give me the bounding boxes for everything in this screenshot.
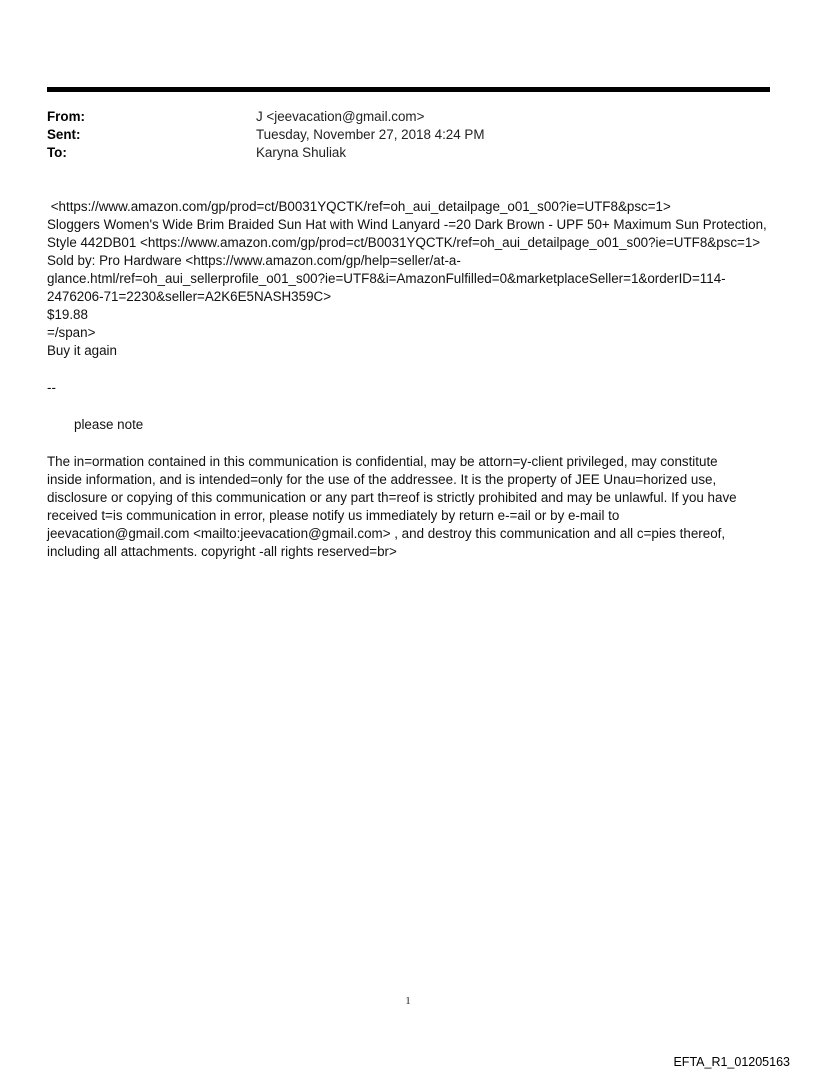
buy-again-line: Buy it again <box>47 343 117 358</box>
sent-label: Sent: <box>47 127 81 142</box>
disclaimer-line: jeevacation@gmail.com <mailto:jeevacation@gmail.com> , and destroy this communication and all c=pies thereof, <box>47 526 726 541</box>
seller-url-line: glance.html/ref=oh_aui_sellerprofile_o01_s00?ie=UTF8&i=AmazonFulfilled=0&marketplaceSeller=1&orderID=114- <box>47 271 726 286</box>
product-title-line: Sloggers Women's Wide Brim Braided Sun Hat with Wind Lanyard -=20 Dark Brown - UPF 50+ Maximum Sun Protection, <box>47 217 767 232</box>
email-body <box>47 198 777 561</box>
signature-separator: -- <box>47 380 56 395</box>
from-label: From: <box>47 109 85 124</box>
to-row <box>47 144 770 162</box>
price-line: $19.88 <box>47 307 88 322</box>
sent-row <box>47 126 770 144</box>
seller-url-continued-line: 2476206-71=2230&seller=A2K6E5NASH359C> <box>47 289 332 304</box>
seller-line: Sold by: Pro Hardware <https://www.amazon.com/gp/help=seller/at-a- <box>47 253 461 268</box>
to-label: To: <box>47 145 67 160</box>
email-header <box>47 108 770 162</box>
header-rule <box>47 87 770 92</box>
disclaimer-line: including all attachments. copyright -all rights reserved=br> <box>47 544 397 559</box>
spacer <box>47 434 777 453</box>
document-id: EFTA_R1_01205163 <box>673 1055 790 1069</box>
disclaimer-line: inside information, and is intended=only for the use of the addressee. It is the property of JEE Unau=horized use, <box>47 472 717 487</box>
to-value: Karyna Shuliak <box>256 145 347 160</box>
disclaimer-line: received t=is communication in error, please notify us immediately by return e-=ail or by e-mail to <box>47 508 620 523</box>
please-note-heading: please note <box>74 417 144 432</box>
disclaimer-line: The in=ormation contained in this communication is confidential, may be attorn=y-client privileged, may constitute <box>47 454 718 469</box>
spacer <box>47 397 777 416</box>
product-link-line: <https://www.amazon.com/gp/prod=ct/B0031YQCTK/ref=oh_aui_detailpage_o01_s00?ie=UTF8&psc=1> <box>47 199 671 214</box>
sent-value: Tuesday, November 27, 2018 4:24 PM <box>256 127 485 142</box>
product-style-line: Style 442DB01 <https://www.amazon.com/gp/prod=ct/B0031YQCTK/ref=oh_aui_detailpage_o01_s00?ie=UTF8&psc=1> <box>47 235 761 250</box>
page-number: 1 <box>405 995 411 1007</box>
span-fragment-line: =/span> <box>47 325 96 340</box>
from-row <box>47 108 770 126</box>
from-value: J <jeevacation@gmail.com> <box>256 109 425 124</box>
spacer <box>47 360 777 379</box>
disclaimer-line: disclosure or copying of this communication or any part th=reof is strictly prohibited and may be unlawful. If you have <box>47 490 737 505</box>
